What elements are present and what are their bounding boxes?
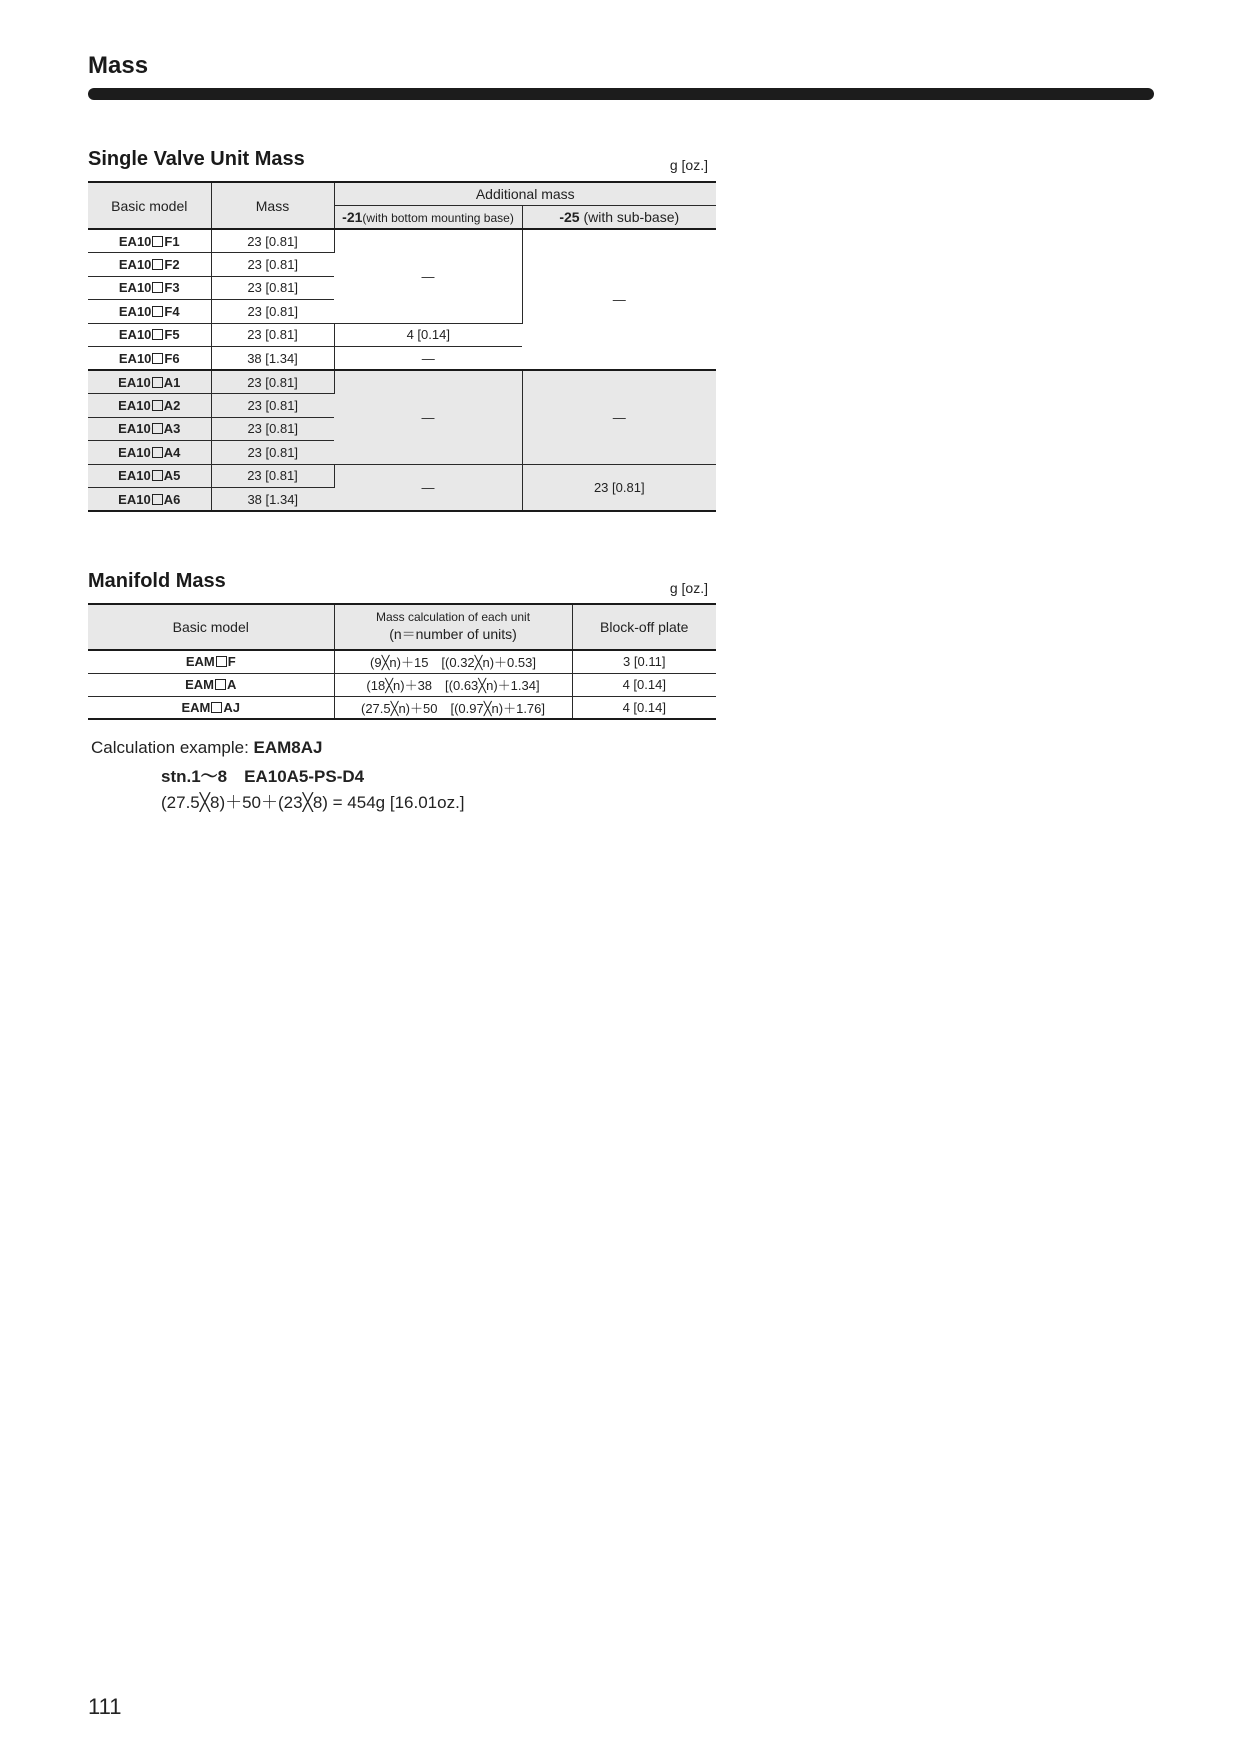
model-cell: EA10 A4 bbox=[88, 441, 211, 465]
manifold-title: Manifold Mass bbox=[88, 570, 226, 592]
placeholder-box-icon bbox=[215, 679, 226, 690]
model-cell: EA10 A5 bbox=[88, 464, 211, 488]
block-off-cell: 4 [0.14] bbox=[572, 696, 716, 719]
additional-25-cell: 23 [0.81] bbox=[522, 464, 716, 511]
placeholder-box-icon bbox=[152, 353, 163, 364]
header-additional-mass: Additional mass bbox=[334, 182, 716, 205]
table-row bbox=[88, 696, 716, 719]
placeholder-box-icon bbox=[152, 447, 163, 458]
placeholder-box-icon bbox=[152, 377, 163, 388]
model-cell: EA10 F5 bbox=[88, 323, 211, 347]
mass-cell: 23 [0.81] bbox=[211, 253, 334, 277]
model-cell: EA10 A2 bbox=[88, 394, 211, 418]
model-cell: EA10 F4 bbox=[88, 300, 211, 324]
mass-cell: 23 [0.81] bbox=[211, 323, 334, 347]
manifold-table bbox=[88, 603, 716, 720]
mass-cell: 23 [0.81] bbox=[211, 441, 334, 465]
calculation-stations: stn.1～8 EA10A5-PS-D4 bbox=[161, 767, 365, 786]
mass-cell: 23 [0.81] bbox=[211, 370, 334, 394]
model-cell: EA10 A6 bbox=[88, 488, 211, 512]
mass-cell: 23 [0.81] bbox=[211, 394, 334, 418]
placeholder-box-icon bbox=[152, 400, 163, 411]
model-cell: EA10 F6 bbox=[88, 347, 211, 371]
calculation-example bbox=[91, 738, 323, 758]
placeholder-box-icon bbox=[152, 259, 163, 270]
model-cell: EA10 A1 bbox=[88, 370, 211, 394]
model-cell: EAM AJ bbox=[88, 696, 334, 719]
placeholder-box-icon bbox=[152, 282, 163, 293]
model-cell: EA10 F1 bbox=[88, 229, 211, 253]
calculation-label: Calculation example: bbox=[91, 738, 254, 757]
table-row bbox=[88, 229, 716, 253]
calculation-result: (27.5╳8)＋50＋(23╳8) = 454g [16.01oz.] bbox=[161, 793, 465, 812]
mass-cell: 23 [0.81] bbox=[211, 276, 334, 300]
model-cell: EA10 A3 bbox=[88, 417, 211, 441]
additional-21-cell: — bbox=[334, 229, 522, 323]
model-cell: EAM A bbox=[88, 673, 334, 696]
additional-25-cell: — bbox=[522, 370, 716, 464]
mass-cell: 23 [0.81] bbox=[211, 229, 334, 253]
header-mass: Mass bbox=[211, 182, 334, 229]
mass-cell: 38 [1.34] bbox=[211, 347, 334, 371]
header-block-off-plate: Block-off plate bbox=[572, 604, 716, 650]
formula-cell: (9╳n)＋15 [(0.32╳n)＋0.53] bbox=[334, 650, 572, 673]
single-valve-table bbox=[88, 181, 716, 512]
placeholder-box-icon bbox=[216, 656, 227, 667]
table-row bbox=[88, 650, 716, 673]
block-off-cell: 4 [0.14] bbox=[572, 673, 716, 696]
mass-cell: 23 [0.81] bbox=[211, 417, 334, 441]
placeholder-box-icon bbox=[152, 423, 163, 434]
mass-cell: 23 [0.81] bbox=[211, 300, 334, 324]
model-cell: EA10 F2 bbox=[88, 253, 211, 277]
additional-25-cell: — bbox=[522, 229, 716, 370]
title-divider bbox=[88, 88, 1154, 100]
manifold-unit: g [oz.] bbox=[669, 580, 708, 596]
placeholder-box-icon bbox=[152, 470, 163, 481]
mass-cell: 23 [0.81] bbox=[211, 464, 334, 488]
header-mass-calculation: Mass calculation of each unit (n＝number of units) bbox=[334, 604, 572, 650]
placeholder-box-icon bbox=[211, 702, 222, 713]
model-cell: EAM F bbox=[88, 650, 334, 673]
placeholder-box-icon bbox=[152, 236, 163, 247]
placeholder-box-icon bbox=[152, 306, 163, 317]
table-row bbox=[88, 464, 716, 488]
header-basic-model: Basic model bbox=[88, 182, 211, 229]
placeholder-box-icon bbox=[152, 494, 163, 505]
header-col-25: -25 (with sub-base) bbox=[522, 205, 716, 229]
header-col-21: -21(with bottom mounting base) bbox=[334, 205, 522, 229]
formula-cell: (18╳n)＋38 [(0.63╳n)＋1.34] bbox=[334, 673, 572, 696]
page-title: Mass bbox=[88, 52, 149, 79]
page-number: 111 bbox=[88, 1694, 122, 1719]
additional-21-cell: — bbox=[334, 464, 522, 511]
table-row bbox=[88, 370, 716, 394]
header-basic-model: Basic model bbox=[88, 604, 334, 650]
single-valve-unit: g [oz.] bbox=[669, 157, 708, 173]
additional-21-cell: — bbox=[334, 347, 522, 371]
model-cell: EA10 F3 bbox=[88, 276, 211, 300]
additional-21-cell: 4 [0.14] bbox=[334, 323, 522, 347]
calculation-model: EAM8AJ bbox=[253, 738, 323, 757]
formula-cell: (27.5╳n)＋50 [(0.97╳n)＋1.76] bbox=[334, 696, 572, 719]
mass-cell: 38 [1.34] bbox=[211, 488, 334, 512]
additional-21-cell: — bbox=[334, 370, 522, 464]
placeholder-box-icon bbox=[152, 329, 163, 340]
single-valve-title: Single Valve Unit Mass bbox=[88, 148, 305, 170]
table-row bbox=[88, 673, 716, 696]
block-off-cell: 3 [0.11] bbox=[572, 650, 716, 673]
